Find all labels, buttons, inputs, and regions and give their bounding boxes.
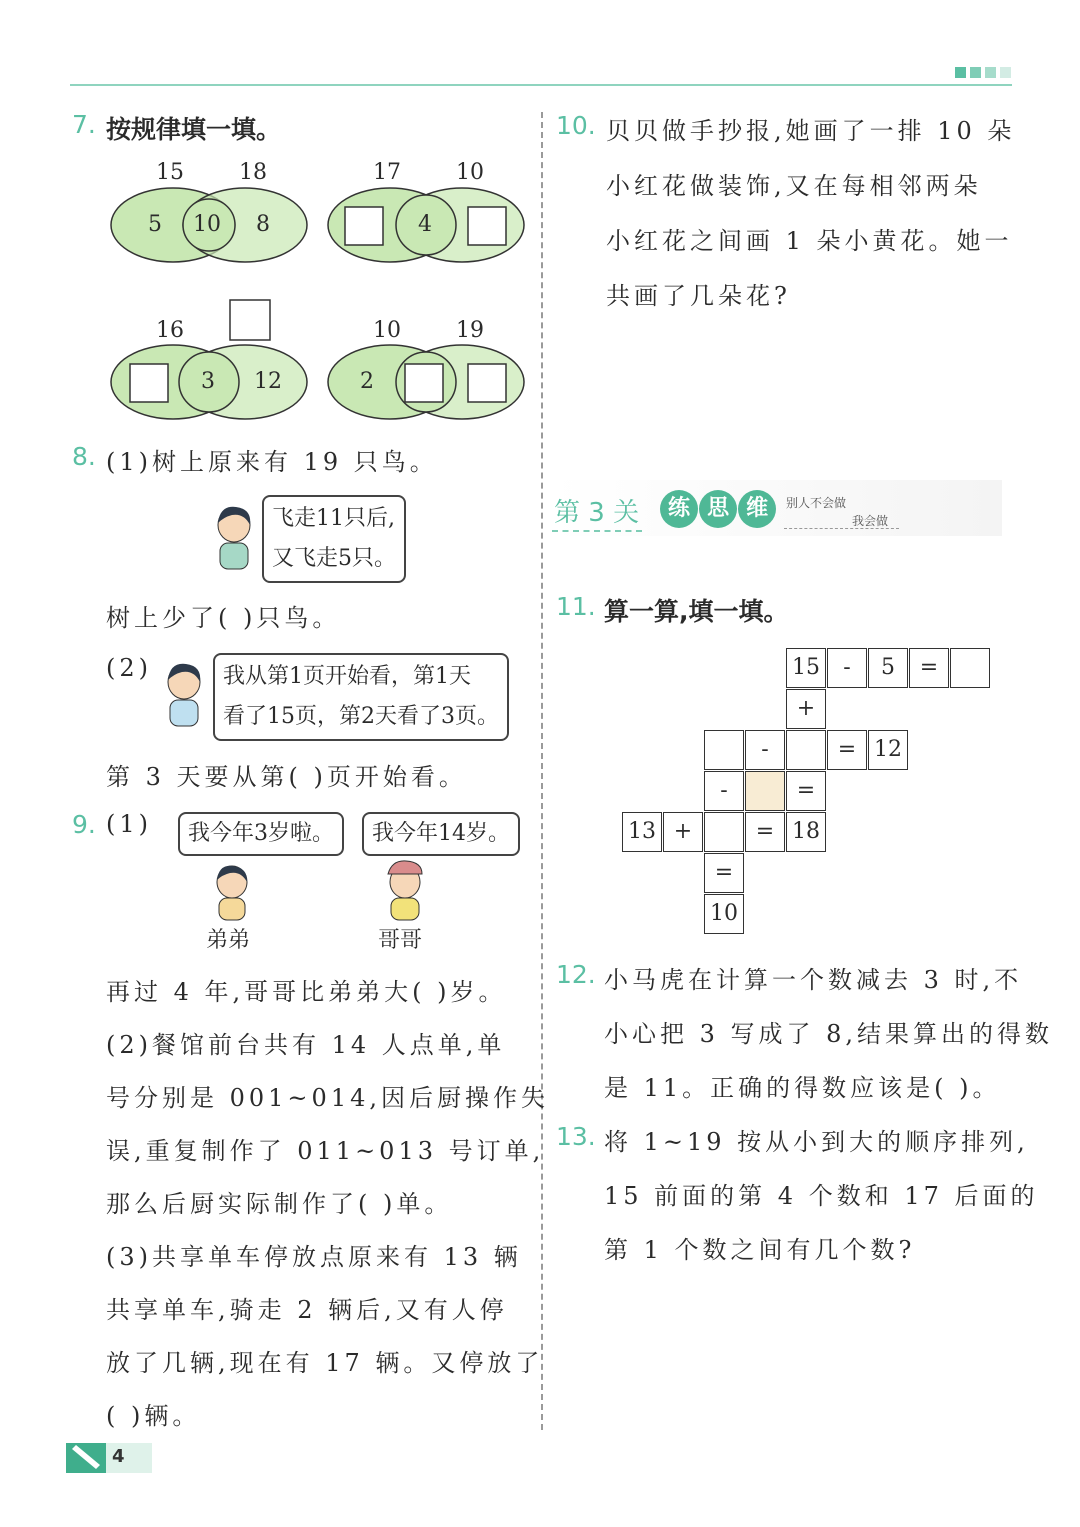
puzzle-op-eq-5: = (704, 853, 744, 893)
q8-part1-text: (1)树上原来有 19 只鸟。 (106, 448, 438, 476)
puzzle-blank-3[interactable] (786, 730, 826, 770)
q12-line2: 小心把 3 写成了 8,结果算出的得数 (604, 1020, 1054, 1048)
venn-2-top-left: 17 (373, 160, 401, 185)
puzzle-op-minus-2: - (745, 730, 785, 770)
venn-diagram-4 (325, 298, 530, 433)
bubble-birds-line1: 飞走11只后, (272, 506, 395, 531)
q10-line4: 共画了几朵花? (606, 282, 791, 310)
speech-bubble-birds (262, 495, 406, 583)
q7-title: 按规律填一填。 (106, 115, 282, 144)
q9-answer1: 再过 4 年,哥哥比弟弟大( )岁。 (106, 978, 507, 1006)
speech-bubble-older-brother: 我今年14岁。 (362, 812, 520, 856)
q10-number: 10. (556, 111, 596, 140)
puzzle-cell-18: 18 (786, 812, 826, 852)
q13-line3: 第 1 个数之间有几个数? (604, 1236, 916, 1264)
puzzle-op-eq-3: = (786, 771, 826, 811)
q9-part2-line2: 号分别是 001~014,因后厨操作失 (106, 1084, 549, 1112)
banner-badges (660, 490, 772, 528)
venn-4-shapes (325, 298, 530, 433)
banner-badge-3: 维 (738, 490, 776, 528)
venn-diagram-1 (108, 160, 313, 275)
page-number: 4 (112, 1446, 125, 1467)
q10-line3: 小红花之间画 1 朵小黄花。她一 (606, 227, 1013, 255)
q8-answer2: 第 3 天要从第( )页开始看。 (106, 763, 467, 791)
venn-1-top-left: 15 (156, 160, 184, 185)
q9-part2-line4: 那么后厨实际制作了( )单。 (106, 1190, 453, 1218)
q10-line1: 贝贝做手抄报,她画了一排 10 朵 (606, 117, 1016, 145)
puzzle-op-minus-3: - (704, 771, 744, 811)
puzzle-highlight-blank[interactable] (745, 771, 785, 811)
puzzle-op-eq-1: = (909, 648, 949, 688)
puzzle-op-eq-4: = (745, 812, 785, 852)
older-brother-label: 哥哥 (378, 928, 423, 953)
header-square-4 (1000, 67, 1011, 78)
boy-icon (208, 503, 260, 571)
venn-2-mid: 4 (418, 212, 432, 237)
q9-part3-line4: ( )辆。 (106, 1402, 201, 1430)
younger-brother-icon (208, 862, 256, 922)
puzzle-op-eq-2: = (827, 730, 867, 770)
q9-part3-line2: 共享单车,骑走 2 辆后,又有人停 (106, 1296, 508, 1324)
puzzle-cell-5: 5 (868, 648, 908, 688)
bubble-birds-line2: 又飞走5只。 (272, 546, 396, 571)
q10-line2: 小红花做装饰,又在每相邻两朵 (606, 172, 982, 200)
venn-3-right: 12 (254, 369, 282, 394)
venn-3-mid: 3 (201, 369, 215, 394)
venn-diagram-3 (108, 298, 313, 433)
venn-1-top-right: 18 (239, 160, 267, 185)
venn-diagram-2 (325, 160, 530, 275)
puzzle-cell-12: 12 (868, 730, 908, 770)
q9-part2-line1: (2)餐馆前台共有 14 人点单,单 (106, 1031, 506, 1059)
banner-underline-left (552, 530, 642, 532)
venn-1-left: 5 (148, 212, 162, 237)
venn-1-right: 8 (256, 212, 270, 237)
bubble-pages-line2: 看了15页，第2天看了3页。 (223, 704, 499, 729)
venn-4-left: 2 (360, 369, 374, 394)
younger-brother-label: 弟弟 (206, 928, 251, 953)
q12-line1: 小马虎在计算一个数减去 3 时,不 (604, 966, 1023, 994)
q9-part3-line1: (3)共享单车停放点原来有 13 辆 (106, 1243, 522, 1271)
puzzle-op-plus-1: + (786, 689, 826, 729)
q9-number: 9. (72, 810, 96, 839)
venn-4-top-left: 10 (373, 318, 401, 343)
q7-number: 7. (72, 110, 96, 139)
puzzle-op-plus-2: + (663, 812, 703, 852)
bubble-pages-line1: 我从第1页开始看，第1天 (223, 664, 471, 689)
puzzle-cell-10: 10 (704, 894, 744, 934)
banner-level: 第 3 关 (554, 498, 640, 528)
q8-part2-label: (2) (106, 654, 152, 682)
q8-answer1: 树上少了( )只鸟。 (106, 604, 341, 632)
q13-line2: 15 前面的第 4 个数和 17 后面的 (604, 1182, 1039, 1210)
venn-3-shapes (108, 298, 313, 433)
banner-sub1: 别人不会做 (786, 496, 847, 510)
header-square-1 (955, 67, 966, 78)
header-square-3 (985, 67, 996, 78)
venn-4-top-right: 19 (456, 318, 484, 343)
venn-1-mid: 10 (193, 212, 221, 237)
q8-number: 8. (72, 442, 96, 471)
puzzle-cell-15: 15 (786, 648, 826, 688)
banner-badge-2: 思 (699, 490, 737, 528)
older-brother-icon (380, 858, 430, 922)
q13-number: 13. (556, 1122, 596, 1151)
q12-number: 12. (556, 960, 596, 989)
banner-sub2: 我会做 (852, 514, 889, 528)
puzzle-cell-13: 13 (622, 812, 662, 852)
q11-number: 11. (556, 592, 596, 621)
banner-underline-right (784, 528, 899, 529)
venn-3-top-left: 16 (156, 318, 184, 343)
header-rule (70, 84, 1012, 86)
puzzle-blank-4[interactable] (704, 812, 744, 852)
q11-title: 算一算,填一填。 (604, 597, 789, 626)
header-square-2 (970, 67, 981, 78)
pencil-icon (66, 1443, 106, 1473)
q9-part1-label: (1) (106, 810, 152, 838)
banner-badge-1: 练 (660, 490, 698, 528)
puzzle-blank-2[interactable] (704, 730, 744, 770)
column-divider (541, 112, 543, 1430)
q9-part3-line3: 放了几辆,现在有 17 辆。又停放了 (106, 1349, 544, 1377)
speech-bubble-pages (213, 653, 509, 741)
q9-part2-line3: 误,重复制作了 011~013 号订单, (106, 1137, 545, 1165)
boy-reading-icon (158, 660, 210, 728)
q12-line3: 是 11。正确的得数应该是( )。 (604, 1074, 1001, 1102)
venn-2-top-right: 10 (456, 160, 484, 185)
puzzle-blank-1[interactable] (950, 648, 990, 688)
level-banner (552, 480, 1002, 540)
q13-line1: 将 1~19 按从小到大的顺序排列, (604, 1128, 1029, 1156)
puzzle-op-minus-1: - (827, 648, 867, 688)
speech-bubble-younger-brother: 我今年3岁啦。 (178, 812, 344, 856)
